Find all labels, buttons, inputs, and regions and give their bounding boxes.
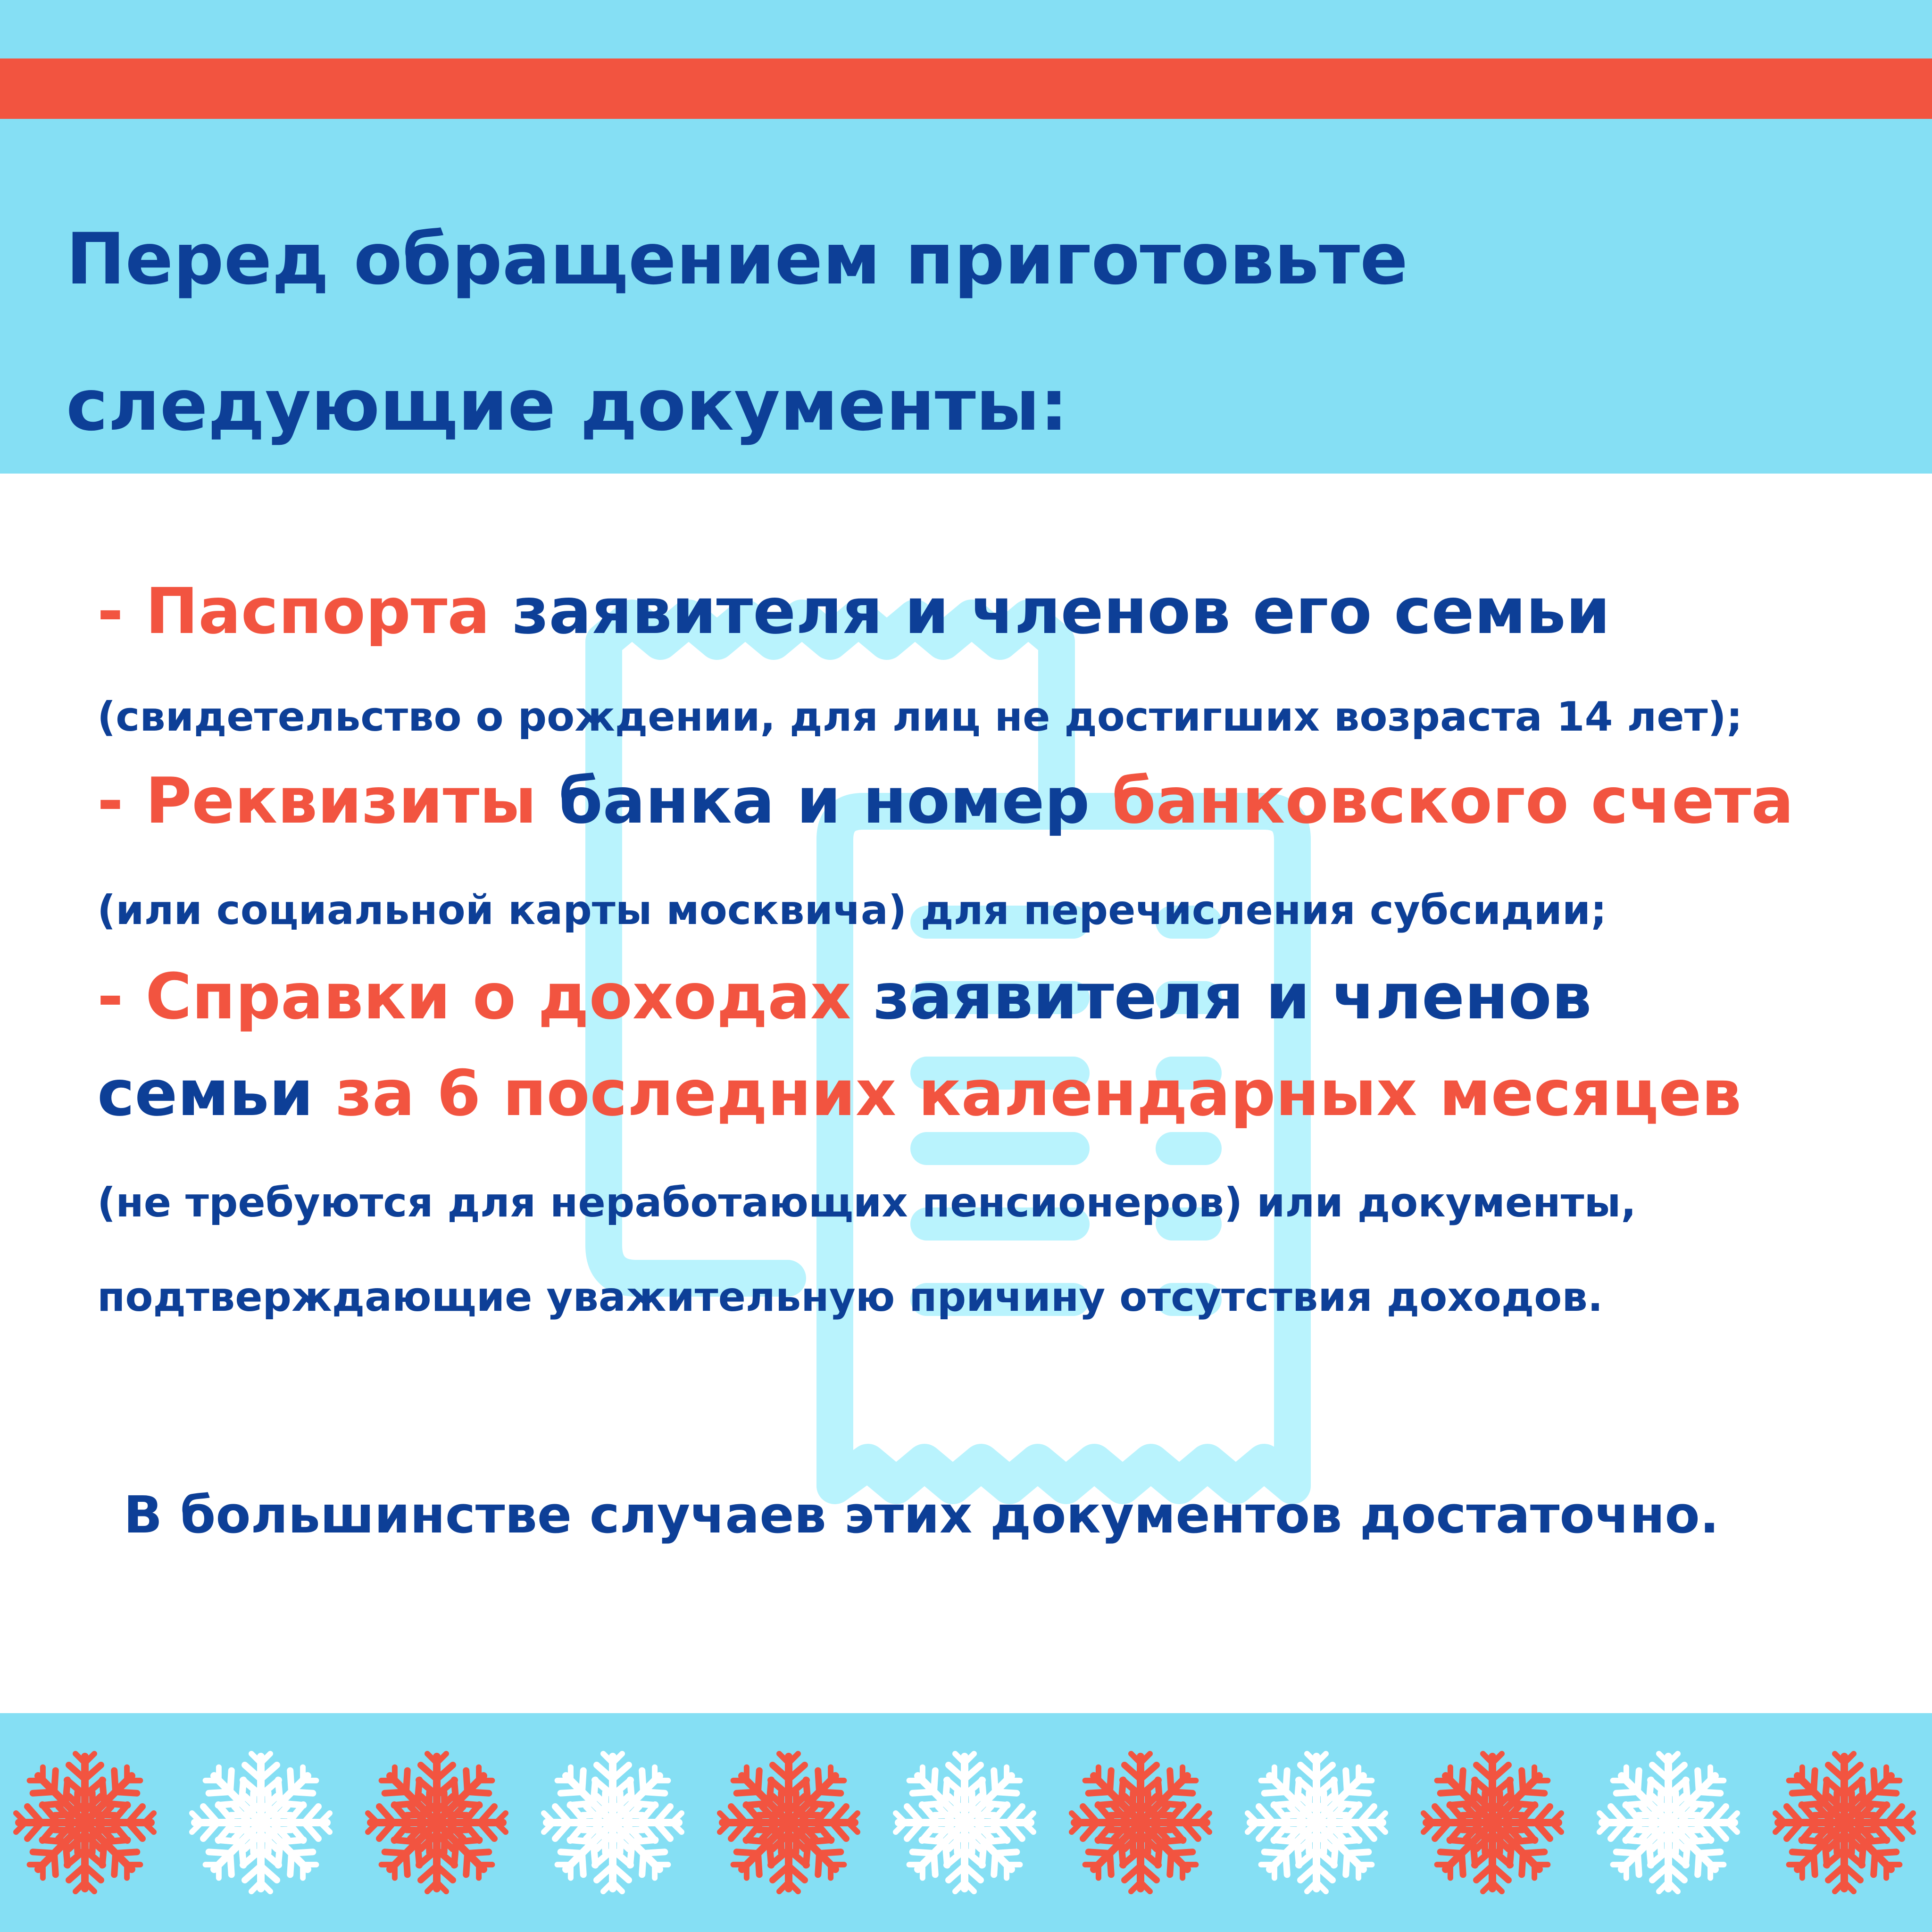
snowflake-icon bbox=[1599, 1754, 1737, 1891]
snowflake-icon bbox=[1775, 1754, 1913, 1891]
snowflake-icon bbox=[896, 1754, 1033, 1891]
snowflake-icon bbox=[368, 1754, 506, 1891]
snowflake-band bbox=[0, 1713, 1932, 1932]
snowflake-icon bbox=[1248, 1754, 1385, 1891]
snowflake-icon bbox=[16, 1754, 154, 1891]
bank-account-label: банковского счета bbox=[1112, 764, 1794, 838]
list-item-passports bbox=[97, 575, 1610, 648]
page-title-line1: Перед обращением приготовьте bbox=[66, 218, 1408, 300]
snowflake-icon bbox=[544, 1754, 682, 1891]
income-family: семьи bbox=[97, 1057, 314, 1130]
snowflake-icon bbox=[192, 1754, 330, 1891]
income-note2: подтверждающие уважительную причину отсутствия доходов. bbox=[97, 1274, 1603, 1321]
income-line2 bbox=[97, 1057, 1741, 1130]
bank-details-label: - Реквизиты bbox=[97, 764, 537, 838]
income-note: (не требуются для неработающих пенсионеров) или документы, bbox=[97, 1179, 1637, 1226]
income-label: - Справки о доходах bbox=[97, 960, 851, 1033]
bank-details-note: (или социальной карты москвича) для перечисления субсидии; bbox=[97, 887, 1607, 934]
snowflake-icon bbox=[720, 1754, 858, 1891]
passports-rest: заявителя и членов его семьи bbox=[490, 575, 1610, 648]
passports-label: - Паспорта bbox=[97, 575, 490, 648]
bank-details-middle: банка и номер bbox=[536, 764, 1112, 838]
snowflake-icon bbox=[1072, 1754, 1209, 1891]
income-rest: заявителя и членов bbox=[851, 960, 1592, 1033]
snowflake-row bbox=[0, 1713, 1932, 1932]
footer-note: В большинстве случаев этих документов достаточно. bbox=[124, 1486, 1719, 1545]
income-period: за 6 последних календарных месяцев bbox=[313, 1057, 1742, 1130]
list-item-income-certificates bbox=[97, 960, 1591, 1033]
snowflake-icon bbox=[1424, 1754, 1561, 1891]
page-title-line2: следующие документы: bbox=[66, 365, 1068, 447]
list-item-bank-details bbox=[97, 764, 1794, 838]
passports-note: (свидетельство о рождении, для лиц не достигших возраста 14 лет); bbox=[97, 693, 1743, 741]
